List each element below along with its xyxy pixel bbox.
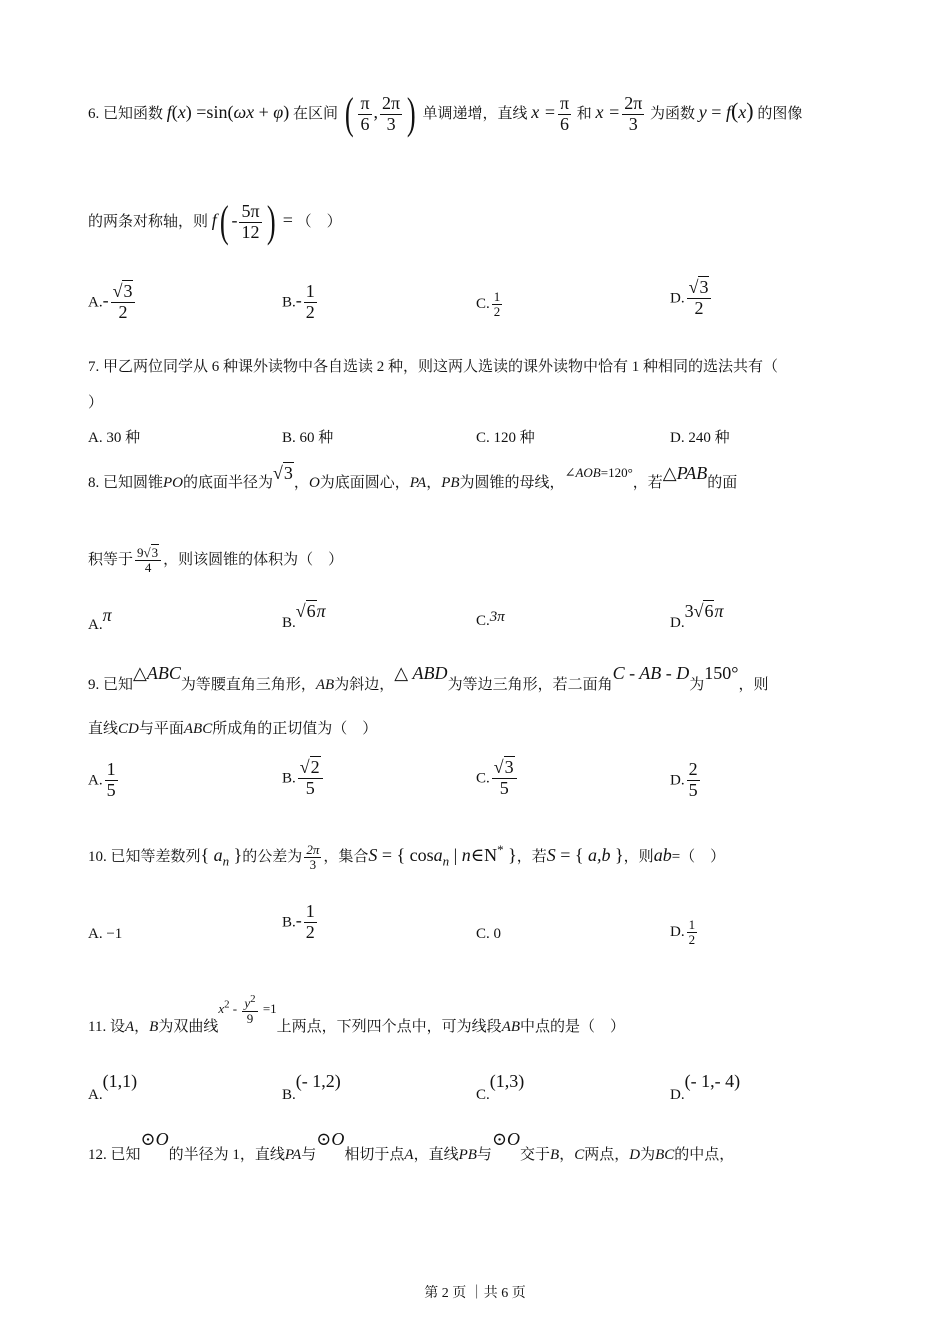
q9-line1: 9. 已知△ABC为等腰直角三角形，AB为斜边，△ ABD为等边三角形，若二面角C - AB - D为150°，则 <box>88 663 769 693</box>
page-footer: 第 2 页 ｜共 6 页 <box>424 1286 526 1301</box>
q6-line1: 6. 已知函数 f(x) =sin(ωx + φ) 在区间 ( $\frac{\pi}{6}$ , $\frac{2\pi}{3}$ ) 单调递增，直线 x = $\frac{\pi}{6}$ 和 x = $\frac{2\pi}{3}$ 为函数 y = f(x) 的图像 <box>88 89 803 138</box>
q8-option-b[interactable]: B.√6π <box>282 601 326 631</box>
q10-option-d[interactable]: D. $\frac{1}{2}$ <box>670 917 696 948</box>
q6-number: 6. <box>88 106 100 123</box>
q8-option-c[interactable]: C.3π <box>476 609 505 629</box>
q11-option-b[interactable]: B.(- 1,2) <box>282 1071 341 1103</box>
q7-line1: 7. 甲乙两位同学从 6 种课外读物中各自选读 2 种，则这两人选读的课外读物中恰有 1 种相同的选法共有（ <box>88 359 779 375</box>
q10-option-c[interactable]: C. 0 <box>476 926 502 942</box>
q8-line1: 8. 已知圆锥PO的底面半径为√3，O为底面圆心，PA，PB为圆锥的母线，∠AOB=120°，若△PAB的面 <box>88 463 738 491</box>
q9-line2: 直线CD与平面ABC所成角的正切值为（ ） <box>88 721 378 737</box>
q10-option-a[interactable]: A. −1 <box>88 926 123 942</box>
q6-line2: 的两条对称轴，则 f( - $\frac{5\pi}{12}$ ) = （ ） <box>88 197 342 246</box>
q11-line: 11. 设A，B为双曲线$x^2$ - $\frac{y^2}{9}$ =1上两点，下列四个点中，可为线段AB中点的是（ ） <box>88 993 626 1035</box>
q7-option-d[interactable]: D. 240 种 <box>670 430 730 446</box>
q6-axis-2: x = $\frac{2\pi}{3}$ <box>595 92 643 134</box>
q7-option-b[interactable]: B. 60 种 <box>282 430 334 446</box>
q6-function-expr: f(x) =sin(ωx + φ) <box>166 102 290 123</box>
q10-line: 10. 已知等差数列{ $a_n$ }的公差为 $\frac{2\pi}{3}$ ，集合S = { cosa$_n$ | n∈N* }，若S = { a,b }，则ab=（ ） <box>88 842 726 873</box>
q9-option-c[interactable]: C. $\frac{√3}{5}$ <box>476 758 519 799</box>
q8-line2: 积等于 $\frac{9√3}{4}$ ，则该圆锥的体积为（ ） <box>88 545 344 576</box>
q6-option-c[interactable]: C. $\frac{1}{2}$ <box>476 289 501 320</box>
q11-option-a[interactable]: A.(1,1) <box>88 1071 138 1103</box>
q8-option-a[interactable]: A.π <box>88 605 112 633</box>
q9-option-d[interactable]: D. $\frac{2}{5}$ <box>670 759 698 800</box>
q6-axis-1: x = $\frac{\pi}{6}$ <box>531 92 570 134</box>
q6-option-b[interactable]: B.- $\frac{1}{2}$ <box>282 281 315 322</box>
q6-option-a[interactable]: A.- $\frac{√3}{2}$ <box>88 282 137 323</box>
q8-option-d[interactable]: D.3√6π <box>670 601 724 631</box>
q7-option-a[interactable]: A. 30 种 <box>88 430 141 446</box>
q10-option-b[interactable]: B.- $\frac{1}{2}$ <box>282 901 315 942</box>
q9-option-a[interactable]: A. $\frac{1}{5}$ <box>88 759 116 800</box>
q6-option-d[interactable]: D. $\frac{√3}{2}$ <box>670 278 713 319</box>
q11-option-d[interactable]: D.(- 1,- 4) <box>670 1071 741 1103</box>
q6-interval: ( $\frac{\pi}{6}$ , $\frac{2\pi}{3}$ ) <box>344 89 416 138</box>
q6-y-expr: y = f(x) <box>698 98 754 124</box>
q7-line2: ） <box>88 395 104 411</box>
q12-line: 12. 已知⊙O的半径为 1，直线PA与⊙O相切于点A，直线PB与⊙O交于B，C两点，D为BC的中点， <box>88 1129 735 1163</box>
q7-option-c[interactable]: C. 120 种 <box>476 430 535 446</box>
q11-option-c[interactable]: C.(1,3) <box>476 1071 525 1103</box>
q9-option-b[interactable]: B. $\frac{√2}{5}$ <box>282 758 325 799</box>
q6-eval-expr: f( - $\frac{5\pi}{12}$ ) = <box>211 197 293 246</box>
